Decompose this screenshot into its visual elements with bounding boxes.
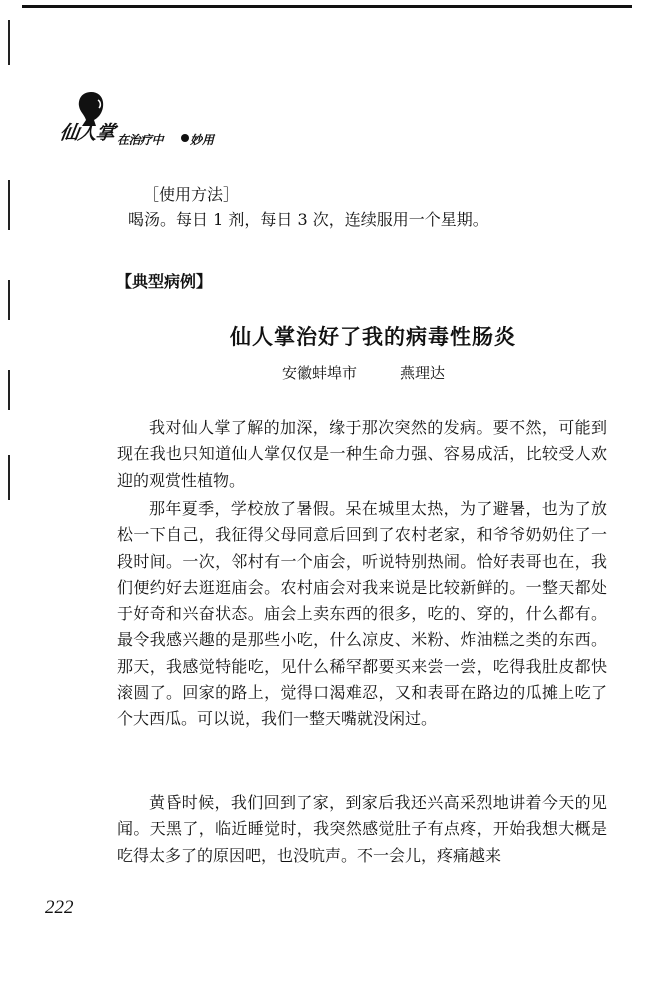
top-border-rule	[22, 5, 632, 8]
scan-edge-mark	[8, 280, 10, 320]
logo-subtitle: 在治疗中	[117, 133, 164, 147]
usage-text: 喝汤。每日 1 剂，每日 3 次，连续服用一个星期。	[128, 210, 489, 229]
scan-edge-mark	[8, 370, 10, 410]
body-paragraph	[117, 415, 607, 494]
body-paragraph	[117, 496, 607, 733]
scan-edge-mark	[8, 20, 10, 65]
page-number: 222	[45, 897, 74, 918]
paragraph-text: 我对仙人掌了解的加深，缘于那次突然的发病。要不然，可能到现在我也只知道仙人掌仅仅是一种生命力强、容易成活，比较受人欢迎的观赏性植物。	[117, 418, 607, 490]
logo-title: 仙人掌	[58, 122, 116, 144]
logo-dot-icon	[181, 134, 189, 142]
case-heading: 【典型病例】	[116, 272, 213, 291]
byline-author: 燕理达	[400, 364, 446, 382]
logo-tail: 妙用	[190, 133, 215, 147]
paragraph-text: 那年夏季，学校放了暑假。呆在城里太热，为了避暑，也为了放松一下自己，我征得父母同意后回到了农村老家，和爷爷奶奶住了一段时间。一次，邻村有一个庙会，听说特别热闹。恰好表哥也在，我们便约好去逛逛庙会。农村庙会对我来说是比较新鲜的。一整天都处于好奇和兴奋状态。庙会上卖东西的很多，吃的、穿的，什么都有。最令我感兴趣的是那些小吃，什么凉皮、米粉、炸油糕之类的东西。那天，我感觉特能吃，见什么稀罕都要买来尝一尝，吃得我肚皮都快滚圆了。回家的路上，觉得口渴难忍，又和表哥在路边的瓜摊上吃了个大西瓜。可以说，我们一整天嘴就没闲过。	[117, 499, 607, 729]
book-header-logo	[60, 88, 250, 158]
scan-edge-mark	[8, 180, 10, 230]
usage-heading: ［使用方法］	[143, 185, 240, 204]
byline-place: 安徽蚌埠市	[282, 364, 358, 382]
scan-edge-mark	[8, 455, 10, 500]
article-title: 仙人掌治好了我的病毒性肠炎	[230, 324, 516, 349]
body-paragraph	[117, 790, 607, 869]
paragraph-text: 黄昏时候，我们回到了家，到家后我还兴高采烈地讲着今天的见闻。天黑了，临近睡觉时，我突然感觉肚子有点疼，开始我想大概是吃得太多了的原因吧，也没吭声。不一会儿，疼痛越来	[117, 793, 607, 865]
